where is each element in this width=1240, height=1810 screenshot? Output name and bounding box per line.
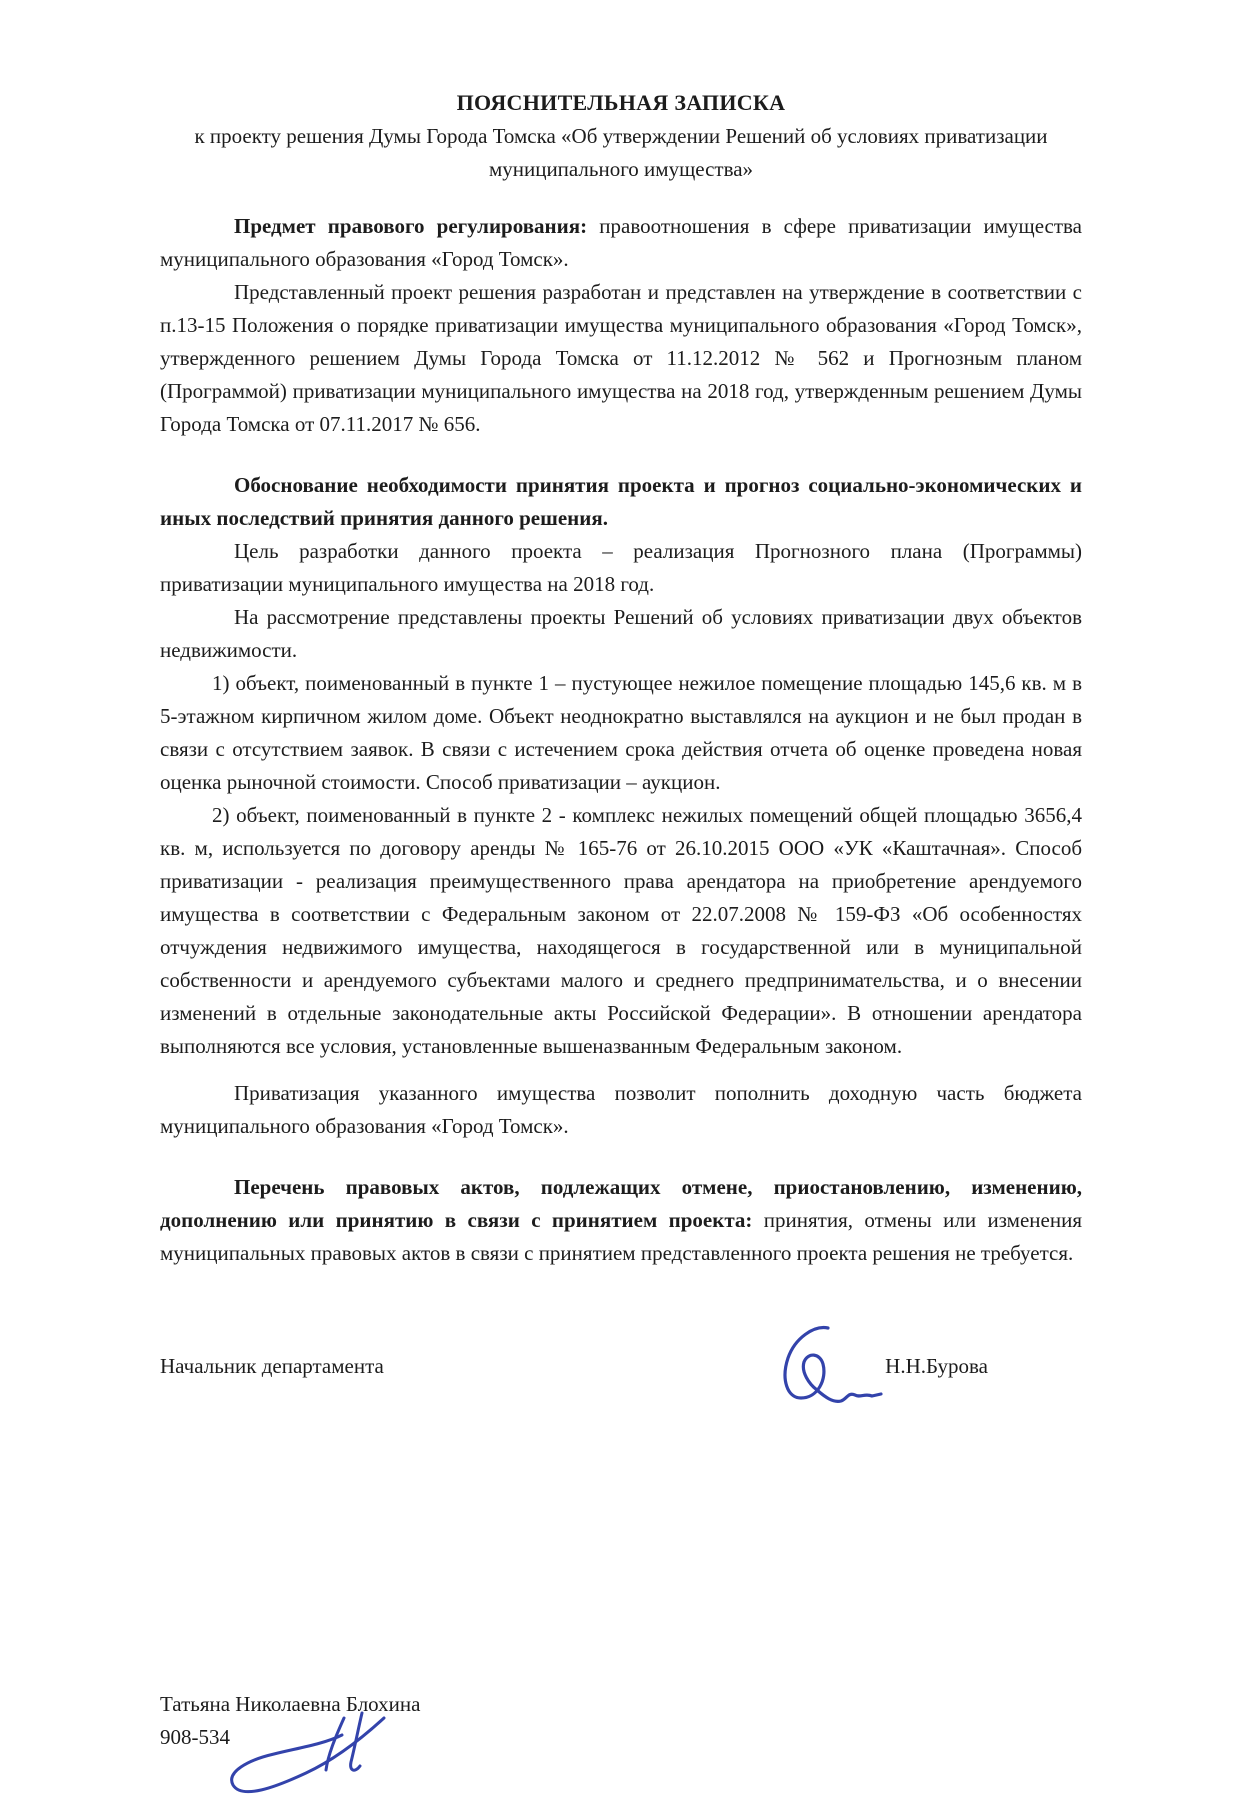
position-label: Начальник департамента (160, 1354, 384, 1378)
paragraph-text: принятия, отмены или изменения муниципальных правовых актов в связи с принятием представленного проекта решения не требуется. (160, 1208, 1082, 1265)
document-paragraph (160, 535, 1082, 601)
paragraph-text: Представленный проект решения разработан и представлен на утверждение в соответствии с п.13-15 Положения о порядке приватизации имущества муниципального образования «Город Томск», утвержденного решением Думы Города Томска от 11.12.2012 № 562 и Прогнозным планом (Программой) приватизации муниципального имущества на 2018 год, утвержденным решением Думы Города Томска от 07.11.2017 № 656. (160, 280, 1082, 436)
contact-name: Татьяна Николаевна Блохина (160, 1692, 421, 1716)
document-paragraph (160, 1171, 1082, 1270)
paragraph-text: Цель разработки данного проекта – реализация Прогнозного плана (Программы) приватизации муниципального имущества на 2018 год. (160, 539, 1082, 596)
document-body (160, 210, 1082, 1270)
paragraph-bold-lead: Перечень правовых актов, подлежащих отмене, приостановлению, изменению, дополнению или принятию в связи с принятием проекта: (160, 1175, 1082, 1232)
document-subtitle: к проекту решения Думы Города Томска «Об утверждении Решений об условиях приватизации муниципального имущества» (194, 124, 1048, 181)
document-paragraph (160, 1077, 1082, 1143)
signature-block (160, 1350, 1082, 1460)
director-signature-icon (768, 1324, 894, 1424)
paragraph-text: правоотношения в сфере приватизации имущества муниципального образования «Город Томск». (160, 214, 1083, 271)
paragraph-bold-lead: Обоснование необходимости принятия проекта и прогноз социально-экономических и иных последствий принятия данного решения. (160, 473, 1082, 530)
document-title: ПОЯСНИТЕЛЬНАЯ ЗАПИСКА (456, 90, 786, 115)
executor-signature-icon (222, 1710, 412, 1810)
paragraph-text: 1) объект, поименованный в пункте 1 – пустующее нежилое помещение площадью 145,6 кв. м в 5-этажном кирпичном жилом доме. Объект неоднократно выставлялся на аукцион и не был продан в связи с отсутствием заявок. В связи с истечением срока действия отчета об оценке проведена новая оценка рыночной стоимости. Способ приватизации – аукцион. (160, 671, 1082, 794)
document-paragraph (160, 469, 1082, 535)
paragraph-bold-lead: Предмет правового регулирования: (234, 214, 588, 238)
document-paragraph (160, 276, 1082, 441)
contact-phone: 908-534 (160, 1725, 230, 1749)
paragraph-text: На рассмотрение представлены проекты Решений об условиях приватизации двух объектов недвижимости. (160, 605, 1082, 662)
contact-footer (160, 1688, 1082, 1754)
signer-name: Н.Н.Бурова (885, 1354, 988, 1378)
document-paragraph (160, 601, 1082, 667)
document-paragraph (160, 667, 1082, 799)
paragraph-text: Приватизация указанного имущества позволит пополнить доходную часть бюджета муниципального образования «Город Томск». (160, 1081, 1082, 1138)
document-paragraph (160, 210, 1082, 276)
document-paragraph (160, 799, 1082, 1063)
paragraph-text: 2) объект, поименованный в пункте 2 - комплекс нежилых помещений общей площадью 3656,4 кв. м, используется по договору аренды № 165-76 от 26.10.2015 ООО «УК «Каштачная». Способ приватизации - реализация преимущественного права арендатора на приобретение арендуемого имущества в соответствии с Федеральным законом от 22.07.2008 № 159-ФЗ «Об особенностях отчуждения недвижимого имущества, находящегося в государственной или в муниципальной собственности и арендуемого субъектами малого и среднего предпринимательства, и о внесении изменений в отдельные законодательные акты Российской Федерации». В отношении арендатора выполняются все условия, установленные вышеназванным Федеральным законом. (160, 803, 1082, 1058)
